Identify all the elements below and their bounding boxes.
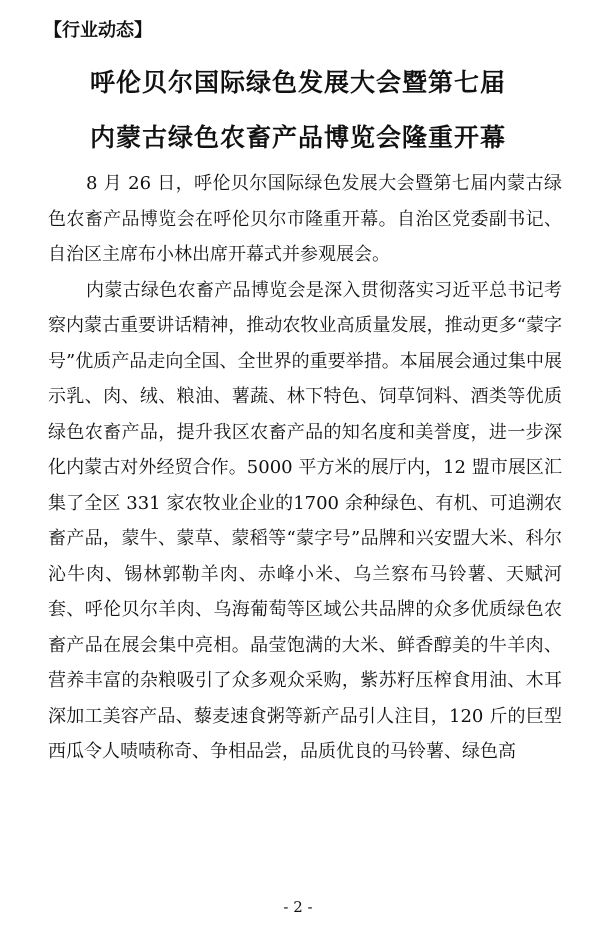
paragraph-2: 内蒙古绿色农畜产品博览会是深入贯彻落实习近平总书记考察内蒙古重要讲话精神，推动农牧业高质量发展，推动更多“蒙字号”优质产品走向全国、全世界的重要举措。本届展会通过集中展示乳、肉、绒、粮油、薯蔬、林下特色、饲草饲料、酒类等优质绿色农畜产品，提升我区农畜产品的知名度和美誉度，进一步深化内蒙古对外经贸合作。5000 平方米的展厅内，12 盟市展区汇集了全区 331 家农牧业企业的1700 余种绿色、有机、可追溯农畜产品，蒙牛、蒙草、蒙稻等“蒙字号”品牌和兴安盟大米、科尔沁牛肉、锡林郭勒羊肉、赤峰小米、乌兰察布马铃薯、天赋河套、呼伦贝尔羊肉、乌海葡萄等区域公共品牌的众多优质绿色农畜产品在展会集中亮相。晶莹饱满的大米、鲜香醇美的牛羊肉、营养丰富的杂粮吸引了众多观众采购，紫苏籽压榨食用油、木耳深加工美容产品、藜麦速食粥等新产品引人注目，120 斤的巨型西瓜令人啧啧称奇、争相品尝，品质优良的马铃薯、绿色高 <box>48 279 562 762</box>
page-number: - 2 - <box>283 898 313 916</box>
section-tag: 【行业动态】 <box>44 20 152 41</box>
article-body <box>48 166 562 770</box>
article-title-line-2: 内蒙古绿色农畜产品博览会隆重开幕 <box>89 123 506 152</box>
article-title-line-1: 呼伦贝尔国际绿色发展大会暨第七届 <box>89 68 506 97</box>
paragraph-1: 8 月 26 日，呼伦贝尔国际绿色发展大会暨第七届内蒙古绿色农畜产品博览会在呼伦贝尔市隆重开幕。自治区党委副书记、自治区主席布小林出席开幕式并参观展会。 <box>48 173 562 265</box>
